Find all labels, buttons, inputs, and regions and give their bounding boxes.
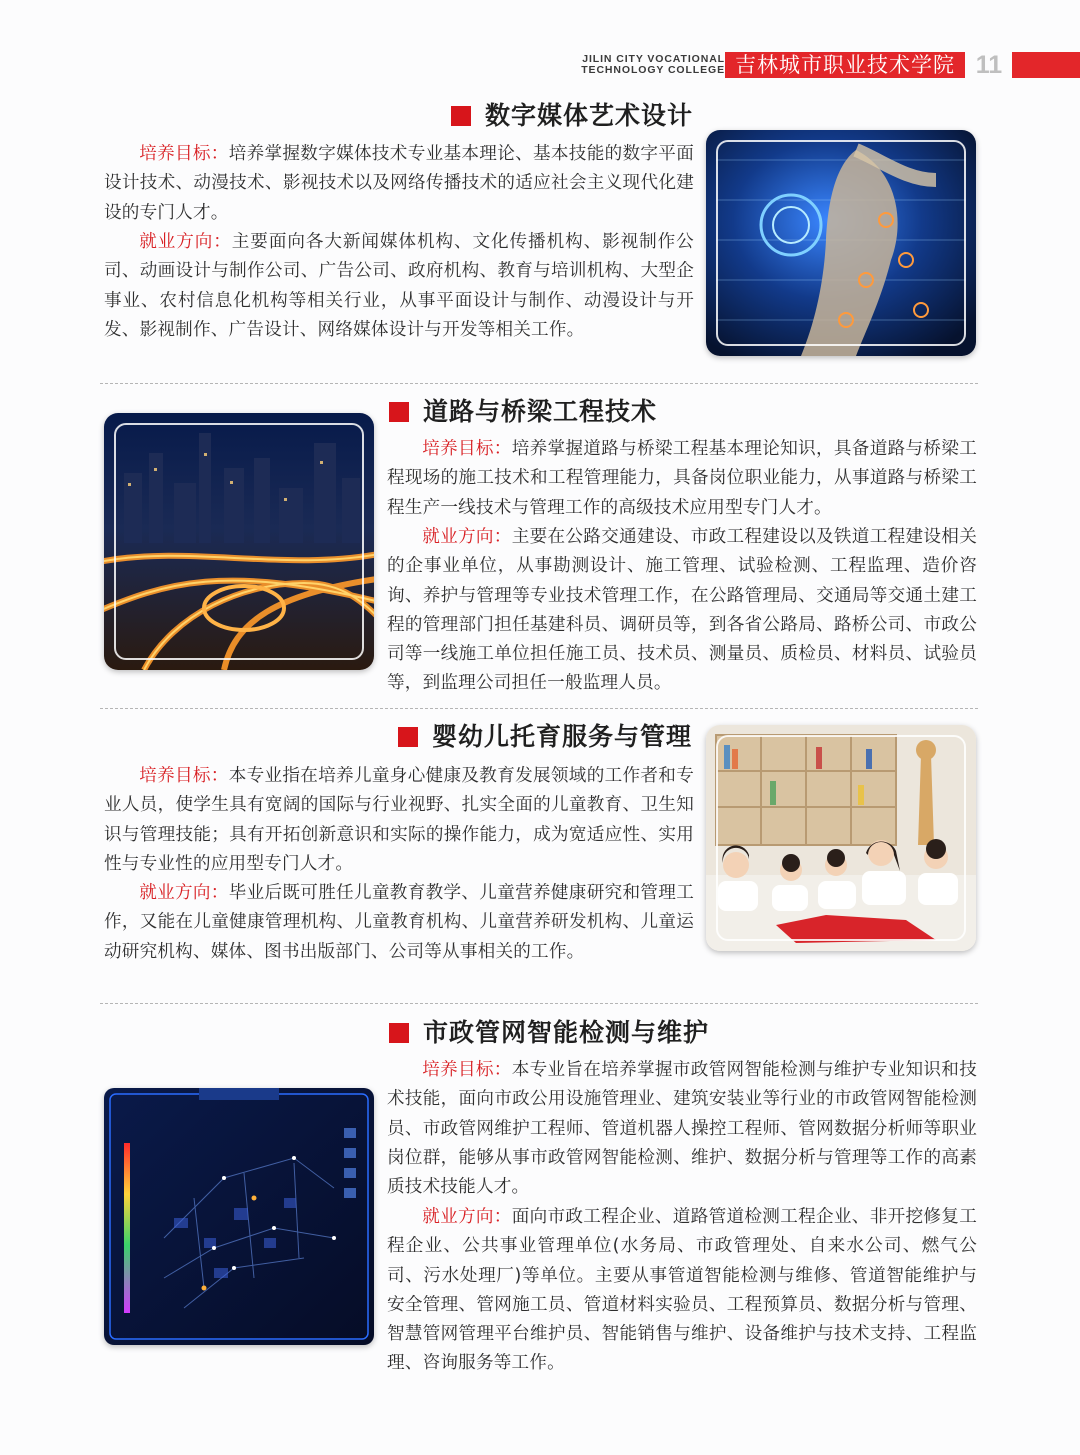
college-chinese-name: 吉林城市职业技术学院 <box>725 52 965 78</box>
title-square-icon <box>389 402 409 422</box>
section-title-text: 婴幼儿托育服务与管理 <box>432 722 693 751</box>
section-title-childcare <box>398 721 692 753</box>
section-title-text: 道路与桥梁工程技术 <box>423 397 658 426</box>
goal-label: 培养目标： <box>139 144 229 164</box>
section-title-text: 市政管网智能检测与维护 <box>423 1018 710 1047</box>
section-title-municipal-pipe <box>389 1017 709 1049</box>
goal-label: 培养目标： <box>139 766 229 786</box>
section-career-paragraph <box>387 1203 977 1379</box>
section-goal-paragraph <box>104 762 694 879</box>
photo-frame <box>114 423 364 660</box>
career-label: 就业方向： <box>422 527 512 547</box>
header-accent-bar <box>1012 52 1080 78</box>
goal-text: 本专业旨在培养掌握市政管网智能检测与维护专业知识和技术技能，面向市政公用设施管理业、建筑安装业等行业的市政管网智能检测员、市政管网维护工程师、管道机器人操控工程师、管网数据分析师等职业岗位群，能够从事市政管网智能检测、维护、数据分析与管理等工作的高素质技术技能人才。 <box>387 1060 977 1198</box>
section-divider <box>100 708 978 709</box>
childcare-photo <box>706 725 976 951</box>
goal-text: 本专业指在培养儿童身心健康及教育发展领域的工作者和专业人员，使学生具有宽阔的国际与行业视野、扎实全面的儿童教育、卫生知识与管理技能；具有开拓创新意识和实际的操作能力，成为宽适应性、实用性与专业性的应用型专门人才。 <box>104 766 694 874</box>
section-title-road-bridge <box>389 396 657 428</box>
career-label: 就业方向： <box>422 1207 512 1227</box>
goal-label: 培养目标： <box>422 439 512 459</box>
photo-frame <box>716 140 966 346</box>
section-divider <box>100 1003 978 1004</box>
college-english-line1: JILIN CITY VOCATIONAL <box>582 53 725 65</box>
college-english-name <box>557 54 725 76</box>
career-text: 主要面向各大新闻媒体机构、文化传播机构、影视制作公司、动画设计与制作公司、广告公司、政府机构、教育与培训机构、大型企事业、农村信息化机构等相关行业，从事平面设计与制作、动漫设计与开发、影视制作、广告设计、网络媒体设计与开发等相关工作。 <box>104 232 694 340</box>
goal-text: 培养掌握道路与桥梁工程基本理论知识，具备道路与桥梁工程现场的施工技术和工程管理能力，具备岗位职业能力，从事道路与桥梁工程生产一线技术与管理工作的高级技术应用型专门人才。 <box>387 439 977 518</box>
section-goal-paragraph <box>387 435 977 523</box>
career-text: 面向市政工程企业、道路管道检测工程企业、非开挖修复工程企业、公共事业管理单位(水务局、市政管理处、自来水公司、燃气公司、污水处理厂)等单位。主要从事管道智能检测与维修、管道智能维护与安全管理、管网施工员、管道材料实验员、工程预算员、数据分析与管理、智慧管网管理平台维护员、智能销售与维护、设备维护与技术支持、工程监理、咨询服务等工作。 <box>387 1207 977 1374</box>
pipe-network-screenshot <box>104 1088 374 1345</box>
career-text: 毕业后既可胜任儿童教育教学、儿童营养健康研究和管理工作，又能在儿童健康管理机构、儿童教育机构、儿童营养研发机构、儿童运动研究机构、媒体、图书出版部门、公司等从事相关的工作。 <box>104 883 694 962</box>
section-goal-paragraph <box>387 1056 977 1202</box>
section-goal-paragraph <box>104 140 694 228</box>
title-square-icon <box>451 106 471 126</box>
page-number: 11 <box>975 51 1003 79</box>
title-square-icon <box>389 1023 409 1043</box>
career-text: 主要在公路交通建设、市政工程建设以及铁道工程建设相关的企事业单位，从事勘测设计、施工管理、试验检测、工程监理、造价咨询、养护与管理等专业技术管理工作，在公路管理局、交通局等交通土建工程的管理部门担任基建科员、调研员等，到各省公路局、路桥公司、市政公司等一线施工单位担任施工员、技术员、测量员、质检员、材料员、试验员等，到监理公司担任一般监理人员。 <box>387 527 977 694</box>
goal-text: 培养掌握数字媒体技术专业基本理论、基本技能的数字平面设计技术、动漫技术、影视技术以及网络传播技术的适应社会主义现代化建设的专门人才。 <box>104 144 694 223</box>
title-square-icon <box>398 727 418 747</box>
digital-media-photo <box>706 130 976 356</box>
goal-label: 培养目标： <box>422 1060 512 1080</box>
photo-frame <box>716 735 966 941</box>
section-divider <box>100 383 978 384</box>
section-career-paragraph <box>104 879 694 967</box>
career-label: 就业方向： <box>139 883 229 903</box>
college-english-line2: TECHNOLOGY COLLEGE <box>581 64 725 76</box>
career-label: 就业方向： <box>139 232 232 252</box>
section-title-text: 数字媒体艺术设计 <box>485 101 694 130</box>
road-bridge-photo <box>104 413 374 670</box>
section-career-paragraph <box>387 523 977 699</box>
section-career-paragraph <box>104 228 694 345</box>
section-title-digital-media <box>451 100 693 132</box>
